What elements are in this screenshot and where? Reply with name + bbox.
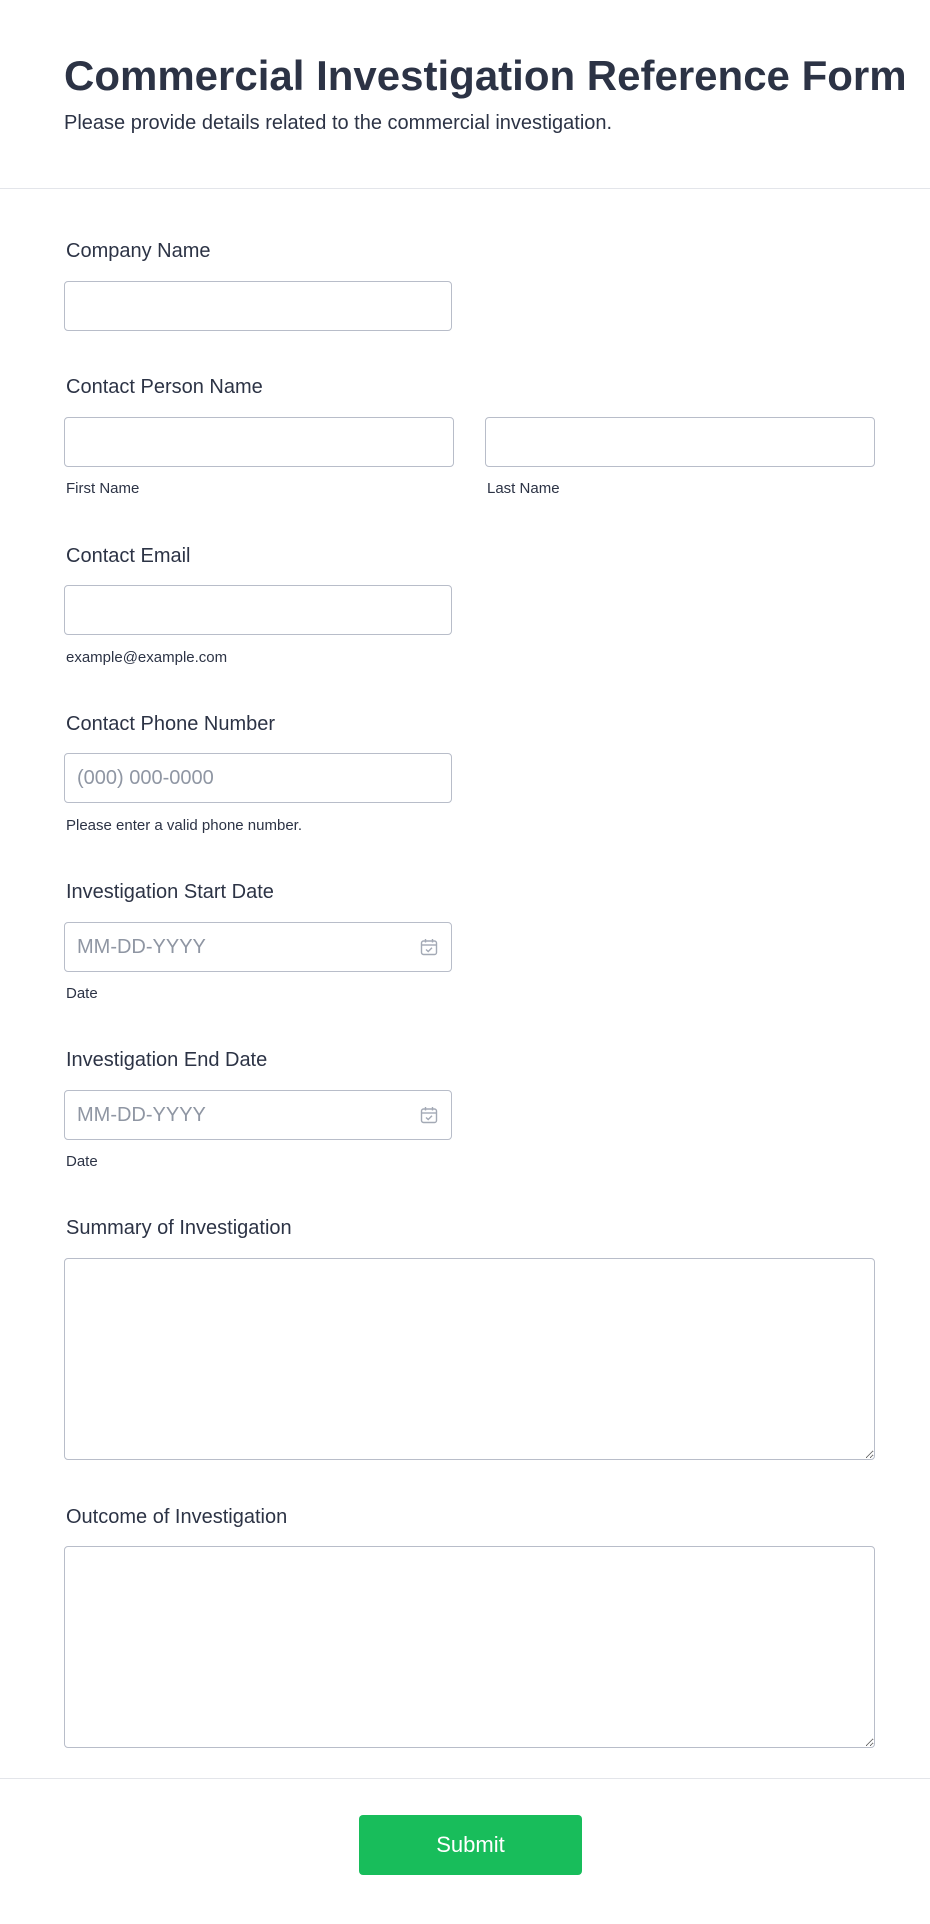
form-header bbox=[0, 0, 930, 189]
company-name-input[interactable] bbox=[64, 281, 452, 331]
end-date-label: Investigation End Date bbox=[66, 1049, 268, 1071]
contact-phone-sublabel: Please enter a valid phone number. bbox=[66, 817, 302, 834]
contact-person-label: Contact Person Name bbox=[66, 376, 263, 398]
outcome-label: Outcome of Investigation bbox=[66, 1506, 288, 1528]
contact-email-sublabel: example@example.com bbox=[66, 649, 228, 666]
last-name-sublabel: Last Name bbox=[487, 480, 560, 497]
start-date-input[interactable] bbox=[64, 922, 452, 972]
end-date-input[interactable] bbox=[64, 1090, 452, 1140]
summary-label: Summary of Investigation bbox=[66, 1217, 292, 1239]
calendar-icon[interactable] bbox=[420, 938, 438, 956]
last-name-input[interactable] bbox=[485, 417, 875, 467]
calendar-icon[interactable] bbox=[420, 1106, 438, 1124]
first-name-sublabel: First Name bbox=[66, 480, 140, 497]
contact-email-label: Contact Email bbox=[66, 545, 191, 567]
contact-phone-input[interactable] bbox=[64, 753, 452, 803]
summary-textarea[interactable] bbox=[64, 1258, 875, 1460]
start-date-sublabel: Date bbox=[66, 985, 98, 1002]
contact-phone-label: Contact Phone Number bbox=[66, 713, 276, 735]
outcome-textarea[interactable] bbox=[64, 1546, 875, 1748]
footer-divider bbox=[0, 1778, 930, 1779]
contact-email-input[interactable] bbox=[64, 585, 452, 635]
company-name-label: Company Name bbox=[66, 240, 211, 262]
form-subtitle: Please provide details related to the commercial investigation. bbox=[64, 112, 613, 134]
form-title: Commercial Investigation Reference Form bbox=[64, 52, 907, 99]
submit-button[interactable]: Submit bbox=[359, 1815, 582, 1875]
end-date-sublabel: Date bbox=[66, 1153, 98, 1170]
start-date-label: Investigation Start Date bbox=[66, 881, 274, 903]
first-name-input[interactable] bbox=[64, 417, 454, 467]
